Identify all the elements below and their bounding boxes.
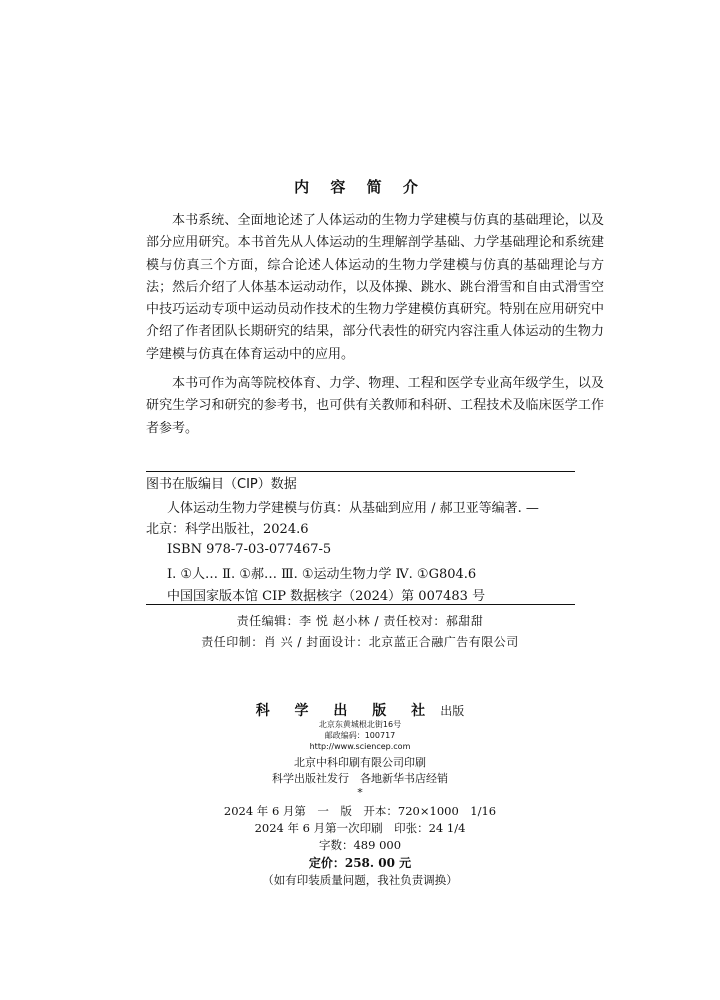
cip-bottom-rule [146,604,575,605]
distribution-line: 科学出版社发行 各地新华书店经销 [272,772,448,785]
publisher-line [0,700,720,720]
cip-title: 图书在版编目（CIP）数据 [146,477,297,492]
printing-line: 2024 年 6 月第一次印刷 印张：24 1/4 [254,821,466,835]
cip-number: 中国国家版本馆 CIP 数据核字（2024）第 007483 号 [167,589,486,604]
cip-publication-place: 北京：科学出版社，2024.6 [146,522,309,537]
edition-line: 2024 年 6 月第 一 版 开本：720×1000 1/16 [223,804,497,818]
cip-book-title: 人体运动生物力学建模与仿真：从基础到应用 / 郝卫亚等编著. — [167,501,539,516]
printer-line: 北京中科印刷有限公司印刷 [294,756,426,769]
quality-notice: （如有印装质量问题，我社负责调换） [262,873,458,887]
summary-heading: 内 容 简 介 [294,178,426,196]
publisher-website: http://www.sciencep.com [309,742,411,751]
cip-isbn: ISBN 978-7-03-077467-5 [167,542,332,557]
price: 定价：258. 00 元 [308,856,412,870]
editor-credits: 责任编辑：李 悦 赵小林 / 责任校对：郝甜甜 [236,614,484,628]
separator-star: * [357,786,363,799]
publisher-suffix: 出版 [440,704,465,718]
summary-paragraph-2: 本书可作为高等院校体育、力学、物理、工程和医学专业高年级学生，以及研究生学习和研究的参考书，也可供有关教师和科研、工程技术及临床医学工作者参考。 [146,376,604,436]
word-count: 字数：489 000 [318,838,402,852]
cip-top-rule [146,471,575,472]
publisher-postcode: 邮政编码：100717 [324,731,396,740]
publisher-address: 北京东黄城根北街16号 [318,720,402,729]
publisher-name: 科 学 出 版 社 [255,703,436,719]
printing-credits: 责任印制：肖 兴 / 封面设计：北京蓝正合融广告有限公司 [201,635,519,649]
summary-paragraph-1: 本书系统、全面地论述了人体运动的生物力学建模与仿真的基础理论，以及部分应用研究。本书首先从人体运动的生理解剖学基础、力学基础理论和系统建模与仿真三个方面，综合论述人体运动的生物力学建模与仿真的基础理论与方法；然后介绍了人体基本运动动作，以及体操、跳水、跳台滑雪和自由式滑雪空中技巧运动专项中运动员动作技术的生物力学建模仿真研究。特别在应用研究中介绍了作者团队长期研究的结果，部分代表性的研究内容注重人体运动的生物力学建模与仿真在体育运动中的应用。 [146,213,604,362]
cip-classification: Ⅰ. ①人… Ⅱ. ①郝… Ⅲ. ①运动生物力学 Ⅳ. ①G804.6 [167,567,477,582]
